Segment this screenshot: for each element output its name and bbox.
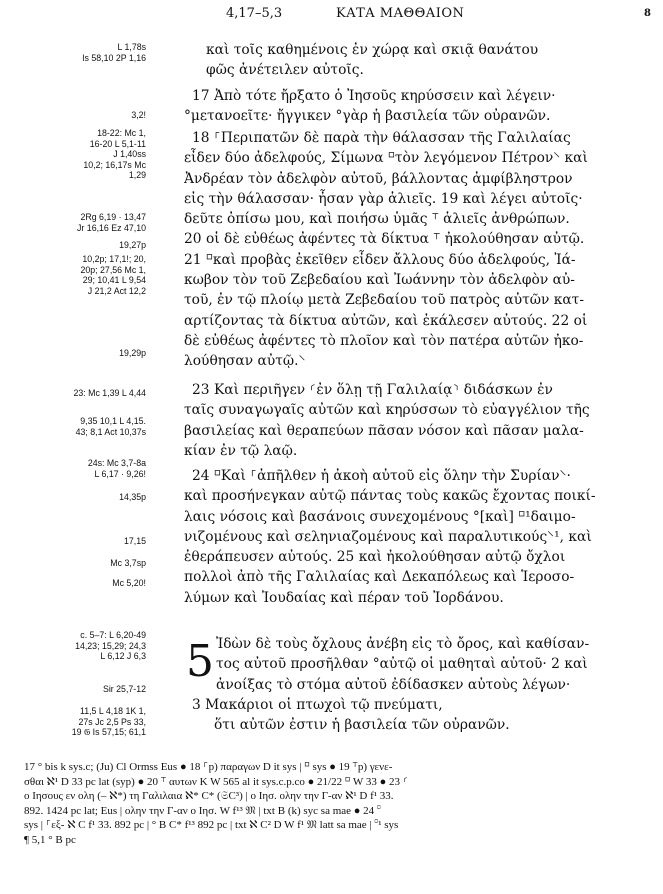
text-line: πολλοὶ ἀπὸ τῆς Γαλιλαίας καὶ Δεκαπόλεως καὶ Ἱεροσο-: [184, 569, 575, 586]
margin-ref-line: Mc 5,20!: [112, 578, 146, 588]
text-line: εἰς τὴν θάλασσαν· ἦσαν γὰρ ἁλιεῖς. 19 καὶ λέγει αὐτοῖς·: [184, 190, 583, 207]
text-line: ὅτι αὐτῶν ἐστιν ἡ βασιλεία τῶν οὐρανῶν.: [214, 717, 510, 734]
margin-ref-line: 16-20 L 5,1-11: [89, 138, 146, 149]
margin-ref-group: [0, 212, 146, 233]
book-title: ΚΑΤΑ ΜΑΘΘΑΙΟΝ: [336, 6, 465, 21]
margin-ref-group: [0, 558, 146, 569]
text-paragraph: [184, 634, 656, 735]
text-line: ἀνοίξας τὸ στόμα αὐτοῦ ἐδίδασκεν αὐτοὺς λέγων·: [216, 676, 571, 693]
text-line: δὲ εὐθέως ἀφέντες τὸ πλοῖον καὶ τὸν πατέρα αὐτῶν ἠκο-: [184, 332, 584, 349]
margin-ref-line: 43; 8,1 Act 10,37s: [75, 426, 146, 437]
margin-ref-line: 27s Jc 2,5 Ps 33,: [78, 716, 146, 727]
text-line: κίαν ἐν τῷ λαῷ.: [184, 442, 298, 459]
text-line: δεῦτε ὀπίσω μου, καὶ ποιήσω ὑμᾶς ⸆ ἁλιεῖς ἀνθρώπων.: [184, 211, 570, 228]
text-line: 18 ⸀Περιπατῶν δὲ παρὰ τὴν θάλασσαν τῆς Γαλιλαίας: [192, 130, 571, 146]
text-line: 24 ⸋Καὶ ⸀ἀπῆλθεν ἡ ἀκοὴ αὐτοῦ εἰς ὅλην τὴν Συρίαν⸌·: [192, 468, 571, 484]
margin-ref-group: [0, 128, 146, 181]
margin-ref-line: 24s: Mc 3,7-8a: [87, 458, 146, 468]
margin-ref-group: [0, 110, 146, 121]
margin-ref-group: [0, 630, 146, 662]
margin-ref-line: 1,29: [128, 170, 146, 180]
text-line: τος αὐτοῦ προσῆλθαν °αὐτῷ οἱ μαθηταὶ αὐτοῦ· 2 καὶ: [216, 656, 588, 673]
apparatus-line: 17 ° bis k sys.c; (Ju) Cl Ormss Eus ● 18 ⸀p) παραγων D it sys | ⸋ sys ● 19 ⸆p) γενε-: [24, 761, 393, 773]
margin-ref-group: [0, 458, 146, 479]
apparatus-line: 892. 1424 pc lat; Eus | ολην την Γ-αν ο Ιησ. W f¹³ 𝔐 | txt B (k) syc sa mae ● 24 ⸋: [24, 804, 381, 817]
margin-ref-line: L 6,17 · 9,26!: [94, 468, 146, 479]
text-line: φῶς ἀνέτειλεν αὐτοῖς.: [206, 62, 364, 79]
margin-ref-group: [0, 416, 146, 437]
text-line: Ἀνδρέαν τὸν ἀδελφὸν αὐτοῦ, βάλλοντας ἀμφίβληστρον: [184, 170, 573, 187]
margin-ref-line: Is 58,10 2P 1,16: [82, 52, 146, 63]
page-header: [0, 6, 663, 26]
margin-ref-line: 29; 10,41 L 9,54: [82, 275, 146, 285]
margin-ref-group: [0, 388, 146, 399]
text-line: νιζομένους καὶ σεληνιαζομένους καὶ παραλυτικούς⸌¹, καὶ: [184, 528, 592, 545]
margin-ref-group: [0, 536, 146, 547]
margin-ref-line: 10,2p; 17,1!; 20,: [82, 254, 146, 264]
margin-ref-line: 3,2!: [131, 110, 146, 120]
margin-ref-line: 2Rg 6,19 · 13,47: [80, 212, 146, 222]
margin-ref-group: [0, 684, 146, 695]
margin-ref-line: 11,5 L 4,18 1K 1,: [79, 706, 146, 716]
margin-ref-line: J 21,2 Act 12,2: [87, 285, 146, 296]
text-paragraph: [184, 380, 656, 461]
margin-ref-line: 19,29p: [119, 348, 146, 358]
margin-ref-line: L 6,12 J 6,3: [100, 651, 146, 661]
margin-ref-group: [0, 492, 146, 503]
text-line: λύμων καὶ Ἰουδαίας καὶ πέραν τοῦ Ἰορδάνου.: [184, 589, 504, 606]
margin-ref-line: 19,27p: [119, 240, 146, 250]
text-line: Ἰδὼν δὲ τοὺς ὄχλους ἀνέβη εἰς τὸ ὄρος, καὶ καθίσαν-: [216, 636, 590, 652]
margin-ref-line: 18-22: Mc 1,: [97, 128, 146, 138]
critical-apparatus: [24, 760, 658, 848]
apparatus-line: ο Ιησους εν ολη (– ℵ*) τη Γαλιλαια ℵ* C* (𝔖C³) | ο Ιησ. ολην την Γ-αν ℵ¹ D f¹ 33.: [24, 790, 394, 803]
margin-ref-line: Sir 25,7-12: [102, 684, 146, 694]
text-line: κωβον τὸν τοῦ Ζεβεδαίου καὶ Ἰωάννην τὸν ἀδελφὸν αὐ-: [184, 272, 575, 289]
margin-ref-line: J 1,40ss: [113, 149, 146, 159]
text-line: καὶ προσήνεγκαν αὐτῷ πάντας τοὺς κακῶς ἔχοντας ποικί-: [184, 488, 596, 505]
margin-ref-line: Jr 16,16 Ez 47,10: [77, 222, 146, 233]
margin-ref-line: 23: Mc 1,39 L 4,44: [73, 388, 146, 398]
margin-ref-group: [0, 240, 146, 251]
text-line: °μετανοεῖτε· ἤγγικεν °γὰρ ἡ βασιλεία τῶν οὐρανῶν.: [184, 108, 551, 125]
text-line: 20 οἱ δὲ εὐθέως ἀφέντες τὰ δίκτυα ⸆ ἠκολούθησαν αὐτῷ.: [184, 231, 585, 248]
text-paragraph: [184, 128, 656, 372]
text-line: 3 Μακάριοι οἱ πτωχοὶ τῷ πνεύματι,: [192, 696, 443, 713]
margin-ref-group: [0, 348, 146, 359]
apparatus-line: ¶ 5,1 ° B pc: [24, 833, 76, 846]
text-line: 17 Ἀπὸ τότε ἤρξατο ὁ Ἰησοῦς κηρύσσειν καὶ λέγειν·: [192, 88, 556, 104]
chapter-verse-range: 4,17–5,3: [226, 6, 283, 21]
text-line: 21 ⸋καὶ προβὰς ἐκεῖθεν εἶδεν ἄλλους δύο ἀδελφούς, Ἰά-: [184, 251, 576, 268]
text-line: εἶδεν δύο ἀδελφούς, Σίμωνα ⸋τὸν λεγόμενον Πέτρον⸌ καὶ: [184, 150, 588, 167]
margin-ref-group: [0, 42, 146, 63]
margin-ref-line: 9,35 10,1 L 4,15.: [80, 416, 146, 426]
text-line: λαις νόσοις καὶ βασάνοις συνεχομένους °[καὶ] ⸋¹δαιμο-: [184, 508, 576, 525]
text-line: ταῖς συναγωγαῖς αὐτῶν καὶ κηρύσσων τὸ εὐαγγέλιον τῆς: [184, 402, 590, 419]
text-line: καὶ τοῖς καθημένοις ἐν χώρᾳ καὶ σκιᾷ θανάτου: [206, 42, 539, 58]
margin-ref-line: c. 5–7: L 6,20-49: [80, 630, 146, 640]
margin-ref-group: [0, 706, 146, 738]
text-line: τοῦ, ἐν τῷ πλοίῳ μετὰ Ζεβεδαίου τοῦ πατρὸς αὐτῶν κατ-: [184, 292, 584, 309]
text-paragraph: [184, 40, 656, 81]
margin-ref-line: L 1,78s: [117, 42, 146, 52]
margin-ref-line: 10,2; 16,17s Mc: [83, 159, 146, 170]
margin-ref-line: 14,23; 15,29; 24,3: [75, 640, 146, 651]
margin-ref-line: 17,15: [123, 536, 146, 546]
text-line: 23 Καὶ περιῆγεν ⸂ἐν ὅλῃ τῇ Γαλιλαίᾳ⸃ διδάσκων ἐν: [192, 382, 553, 398]
margin-ref-line: 20p; 27,56 Mc 1,: [80, 264, 146, 275]
apparatus-line: sys | ⸀εξ- ℵ C f¹ 33. 892 pc | ° B C* f¹³ 892 pc | txt ℵ C² D W f¹ 𝔐 latt sa mae | ⸋¹ sys: [24, 819, 399, 832]
apparatus-line: σθαι ℵ¹ D 33 pc lat (syp) ● 20 ⸆ αυτων K W 565 al it sys.c.p.co ● 21/22 ⸋ W 33 ● 23 ⸂: [24, 775, 409, 788]
margin-ref-group: [0, 578, 146, 589]
margin-ref-line: 14,35p: [119, 492, 146, 502]
text-line: βασιλείας καὶ θεραπεύων πᾶσαν νόσον καὶ πᾶσαν μαλα-: [184, 422, 584, 439]
text-line: ἐθεράπευσεν αὐτούς. 25 καὶ ἠκολούθησαν αὐτῷ ὄχλοι: [184, 549, 566, 566]
margin-ref-group: [0, 254, 146, 296]
text-paragraph: [184, 86, 656, 127]
margin-ref-line: 19 𝔊 Is 57,15; 61,1: [71, 727, 146, 737]
text-line: αρτίζοντας τὰ δίκτυα αὐτῶν, καὶ ἐκάλεσεν αὐτούς. 22 οἱ: [184, 312, 588, 329]
chapter-numeral: 5: [186, 636, 214, 687]
text-paragraph: [184, 466, 656, 608]
margin-ref-line: Mc 3,7sp: [110, 558, 146, 568]
page-number: 8: [644, 8, 651, 19]
text-line: λούθησαν αὐτῷ.⸌: [184, 353, 306, 370]
